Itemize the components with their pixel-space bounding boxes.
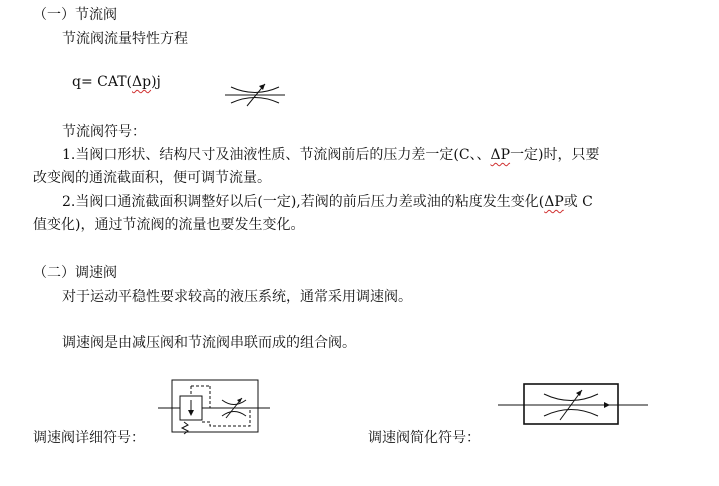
section2-para2: 调速阀是由减压阀和节流阀串联而成的组合阀。 <box>62 335 356 351</box>
flow-formula <box>72 74 161 90</box>
speed-valve-detail-icon <box>158 378 270 436</box>
item2-line1 <box>62 191 593 211</box>
formula-delta: Δp <box>132 74 152 90</box>
item2-line2: 值变化)，通过节流阀的流量也要发生变化。 <box>33 217 305 233</box>
item2-text-a: 2.当阀口通流截面积调整好以后(一定),若阀的前后压力差或油的粘度发生变化( <box>62 194 545 210</box>
item1-line1 <box>62 144 600 164</box>
item1-text-a: 1.当阀口形状、结构尺寸及油液性质、节流阀前后的压力差一定(C、、 <box>62 147 491 163</box>
item1-text-b: 一定)时，只要 <box>510 147 600 163</box>
item2-delta: ΔP <box>544 194 564 210</box>
item2-text-b: 或 C <box>563 194 593 210</box>
throttle-valve-icon <box>225 80 285 110</box>
formula-prefix: q= CAT( <box>72 74 132 90</box>
section2-para1: 对于运动平稳性要求较高的液压系统，通常采用调速阀。 <box>62 289 412 305</box>
item1-delta: ΔP <box>490 147 511 163</box>
section2-heading: （二）调速阀 <box>33 265 117 281</box>
formula-suffix: )j <box>151 74 161 90</box>
speed-valve-simple-label: 调速阀简化符号： <box>368 430 480 446</box>
speed-valve-detail-label: 调速阀详细符号： <box>33 430 145 446</box>
section1-heading: （一）节流阀 <box>33 7 117 23</box>
speed-valve-simple-icon <box>498 382 648 428</box>
throttle-symbol-label: 节流阀符号： <box>62 124 146 140</box>
item1-line2: 改变阀的通流截面积，便可调节流量。 <box>33 170 271 186</box>
section1-subheading: 节流阀流量特性方程 <box>62 31 188 47</box>
